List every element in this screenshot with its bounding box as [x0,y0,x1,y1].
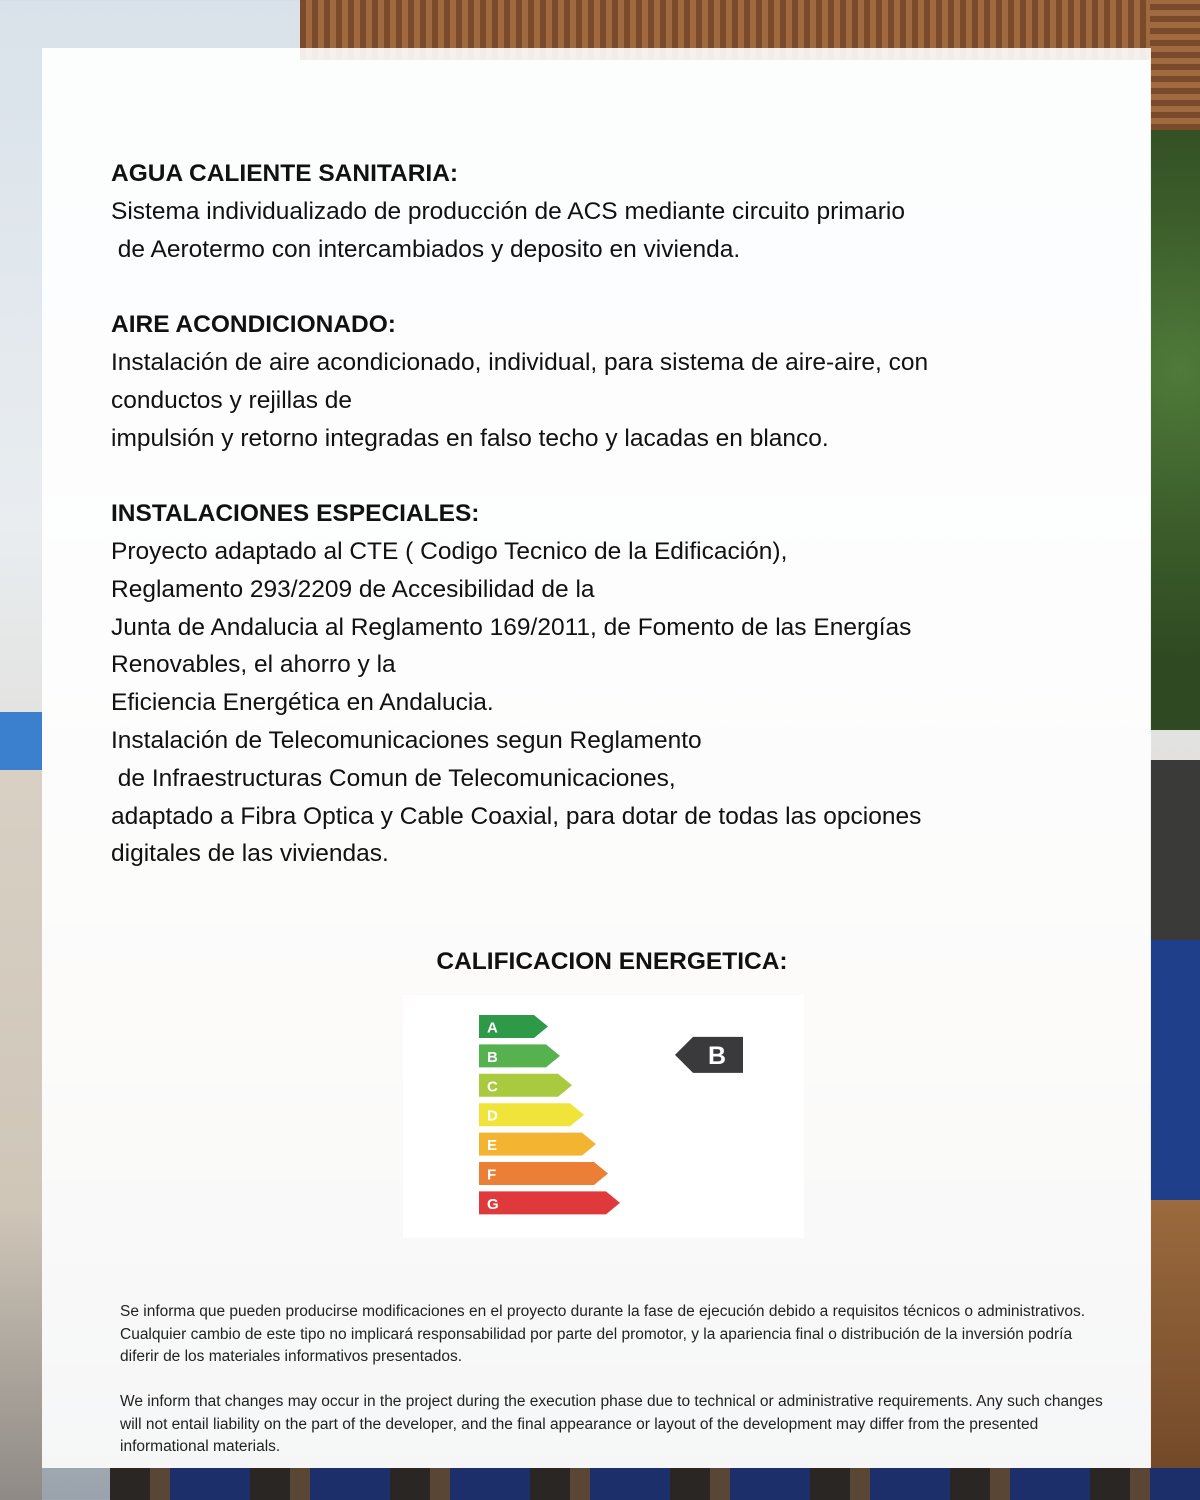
rating-class-c [479,1074,572,1097]
rating-letter: G [487,1195,499,1213]
energy-rating-title: CALIFICACION ENERGETICA: [436,948,788,975]
specifications-text [111,155,1071,873]
energy-rating-chart [403,995,804,1238]
disclaimer-english: We inform that changes may occur in the project during the execution phase due to technical or administrative requirements. Any such changes will not entail liability on the part of the developer, and the final appearance or layout of the development may differ from the presented informational materials. [120,1393,1103,1455]
rating-class-e [479,1133,596,1156]
section-line: Proyecto adaptado al CTE ( Codigo Tecnico de la Edificación), [111,537,788,565]
background-planter [1150,760,1200,940]
legal-disclaimer [120,1301,1110,1459]
selected-rating-letter: B [707,1041,727,1070]
section-line: Sistema individualizado de producción de ACS mediante circuito primario [111,197,905,225]
background-floor [0,770,42,1500]
section-hot-water [111,155,1071,268]
section-line: conductos y rejillas de [111,386,353,414]
section-line: digitales de las viviendas. [111,840,389,868]
section-line: Junta de Andalucia al Reglamento 169/2011, de Fomento de las Energías [111,613,912,641]
section-line: Reglamento 293/2209 de Accesibilidad de la [111,575,595,603]
rating-letter: D [487,1107,498,1125]
rating-letter: A [487,1019,498,1037]
section-special-installations [111,495,1071,873]
disclaimer-spanish: Se informa que pueden producirse modificaciones en el proyecto durante la fase de ejecución debido a requisitos técnicos o administrativos. Cualquier cambio de este tipo no implicará responsabilidad por parte del promotor, y la apariencia final o distribución de la inversión podría diferir de los materiales informativos presentados. [120,1303,1086,1365]
section-line: impulsión y retorno integradas en falso techo y lacadas en blanco. [111,424,829,452]
section-heading: AIRE ACONDICIONADO: [111,311,396,339]
rating-arrow [479,1162,608,1185]
rating-class-b [479,1044,560,1067]
background-ceiling-edge [1150,0,1200,130]
rating-class-a [479,1015,548,1038]
section-line: de Infraestructuras Comun de Telecomunicaciones, [111,764,676,792]
background-furniture-strip [110,1468,1200,1500]
rating-class-f [479,1162,608,1185]
background-wood-furniture [1150,1200,1200,1500]
rating-class-g [479,1191,620,1214]
section-line: Eficiencia Energética en Andalucia. [111,689,494,717]
background-pool [0,712,42,770]
section-line: Instalación de aire acondicionado, individual, para sistema de aire-aire, con [111,348,929,376]
section-line: Renovables, el ahorro y la [111,651,396,679]
section-heading: INSTALACIONES ESPECIALES: [111,500,480,528]
background-sofa [1150,940,1200,1200]
energy-rating-graphic [403,995,804,1238]
background-tree [1150,130,1200,730]
rating-letter: E [487,1137,498,1155]
rating-arrow [479,1191,620,1214]
rating-letter: B [487,1048,498,1066]
section-line: adaptado a Fibra Optica y Cable Coaxial, para dotar de todas las opciones [111,802,922,830]
rating-class-d [479,1103,584,1126]
section-air-conditioning [111,306,1071,457]
rating-letter: C [487,1078,498,1096]
section-heading: AGUA CALIENTE SANITARIA: [111,160,459,187]
section-line: Instalación de Telecomunicaciones segun Reglamento [111,726,702,754]
section-line: de Aerotermo con intercambiados y deposito en vivienda. [111,235,741,263]
rating-letter: F [487,1166,497,1184]
